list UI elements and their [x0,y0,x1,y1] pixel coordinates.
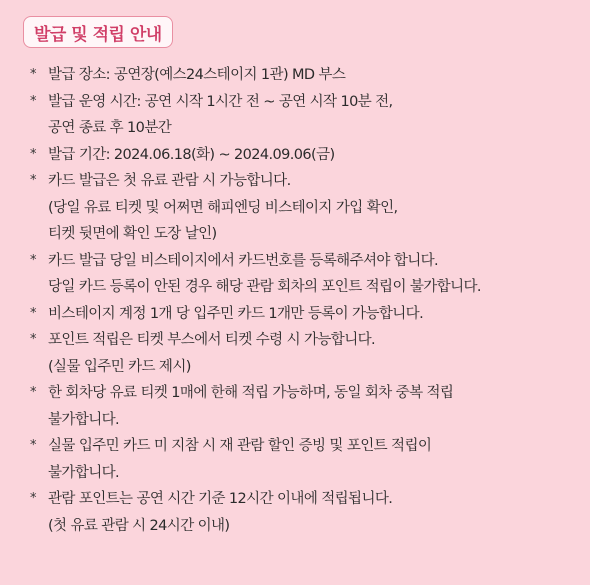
list-item [30,89,582,142]
list-item-line: 한 회차당 유료 티켓 1매에 한해 적립 가능하며, 동일 회차 중복 적립 [48,385,454,401]
list-item-line: 포인트 적립은 티켓 부스에서 티켓 수령 시 가능합니다. [48,332,376,348]
asterisk-bullet-icon: * [30,305,37,321]
list-item [30,327,582,380]
list-item-line: 카드 발급은 첫 유료 관람 시 가능합니다. [48,173,291,189]
list-item [30,142,582,169]
list-item-line: 관람 포인트는 공연 시간 기준 12시간 이내에 적립됩니다. [48,491,393,507]
asterisk-bullet-icon: * [30,146,37,162]
list-item [30,168,582,248]
list-item-line: 실물 입주민 카드 미 지참 시 재 관람 할인 증빙 및 포인트 적립이 [48,438,432,454]
list-item-text [48,89,582,142]
list-item-text [48,486,582,539]
list-item [30,62,582,89]
list-item [30,301,582,328]
list-item-text [48,327,582,380]
list-item [30,486,582,539]
section-title-badge [23,16,173,48]
asterisk-bullet-icon: * [30,252,37,268]
list-item [30,248,582,301]
asterisk-bullet-icon: * [30,67,37,82]
asterisk-bullet-icon: * [30,491,37,506]
list-item-line: 공연 종료 후 10분간 [48,120,172,136]
asterisk-bullet-icon: * [30,438,37,453]
section-title: 발급 및 적립 안내 [34,24,162,45]
list-item-line: 카드 발급 당일 비스테이지에서 카드번호를 등록해주셔야 합니다. [48,252,439,269]
list-item [30,380,582,433]
list-item-text [48,168,582,248]
notice-list [30,62,582,539]
asterisk-bullet-icon: * [30,332,37,347]
list-item-text [48,433,582,486]
list-item-text [48,142,582,169]
list-item-text [48,248,582,301]
list-item [30,433,582,486]
list-item-line: (당일 유료 티켓 및 어쩌면 해피엔딩 비스테이지 가입 확인, [48,199,398,216]
list-item-line: 비스테이지 계정 1개 당 입주민 카드 1개만 등록이 가능합니다. [48,305,424,322]
list-item-text [48,380,582,433]
list-item-line: 발급 장소: 공연장(예스24스테이지 1관) MD 부스 [48,67,346,83]
list-item-line: 불가합니다. [48,464,120,481]
list-item-text [48,301,582,328]
list-item-line: 티켓 뒷면에 확인 도장 날인) [48,226,217,242]
asterisk-bullet-icon: * [30,385,37,400]
list-item-text [48,62,582,89]
asterisk-bullet-icon: * [30,173,37,188]
list-item-line: 발급 기간: 2024.06.18(화) ~ 2024.09.06(금) [48,146,335,163]
list-item-line: 발급 운영 시간: 공연 시작 1시간 전 ~ 공연 시작 10분 전, [48,93,393,110]
list-item-line: (첫 유료 관람 시 24시간 이내) [48,517,230,534]
list-item-line: (실물 입주민 카드 제시) [48,358,191,375]
list-item-line: 당일 카드 등록이 안된 경우 해당 관람 회차의 포인트 적립이 불가합니다. [48,279,481,295]
list-item-line: 불가합니다. [48,411,120,428]
asterisk-bullet-icon: * [30,93,37,109]
